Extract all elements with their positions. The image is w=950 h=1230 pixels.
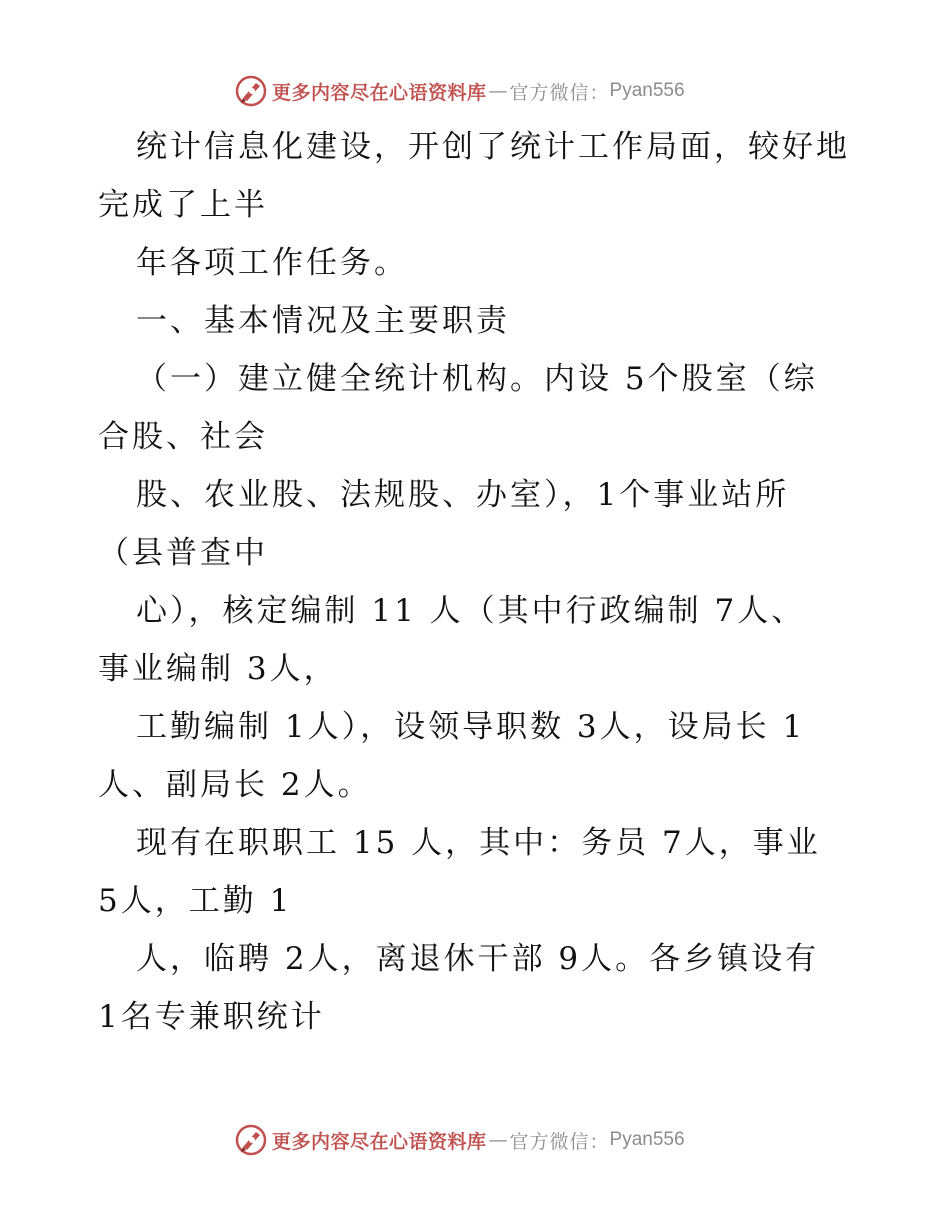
- footer-dash: —: [488, 1129, 508, 1151]
- body-line: 5人，工勤 1: [98, 883, 293, 919]
- body-line: 股、农业股、法规股、办室），1个事业站所: [136, 477, 790, 513]
- body-line: 一、基本情况及主要职责: [136, 303, 510, 339]
- body-line: 事业编制 3人，: [98, 651, 338, 687]
- body-line: 1名专兼职统计: [98, 999, 325, 1035]
- footer-wechat-label: 官方微信：: [509, 1130, 610, 1153]
- header-dash: —: [488, 80, 508, 102]
- header-brand-text: 更多内容尽在心语资料库: [272, 81, 487, 104]
- body-line: 人、副局长 2人。: [98, 767, 372, 803]
- body-line: 完成了上半: [98, 187, 268, 223]
- body-line: 心），核定编制 11 人（其中行政编制 7人、: [136, 593, 806, 629]
- body-line: 现有在职职工 15 人，其中：务员 7人，事业: [136, 825, 821, 861]
- header-wechat-label: 官方微信：: [509, 81, 610, 104]
- body-line: 合股、社会: [98, 419, 268, 455]
- body-line: 年各项工作任务。: [136, 245, 408, 281]
- body-line: （县普查中: [98, 535, 268, 571]
- footer-brand-text: 更多内容尽在心语资料库: [272, 1130, 487, 1153]
- body-line: 统计信息化建设，开创了统计工作局面，较好地: [136, 129, 850, 165]
- footer-watermark-banner: [234, 1122, 685, 1158]
- pen-logo-icon: [234, 1123, 268, 1157]
- pen-logo-icon: [234, 74, 268, 108]
- body-line: 工勤编制 1人），设领导职数 3人，设局长 1: [136, 709, 806, 745]
- header-wechat-id: Pyan556: [609, 80, 685, 101]
- header-watermark-banner: [234, 73, 685, 109]
- body-line: 人，临聘 2人，离退休干部 9人。各乡镇设有: [136, 941, 820, 977]
- document-body: [98, 118, 898, 1046]
- footer-wechat-id: Pyan556: [609, 1129, 685, 1150]
- body-line: （一）建立健全统计机构。内设 5个股室（综: [136, 361, 818, 397]
